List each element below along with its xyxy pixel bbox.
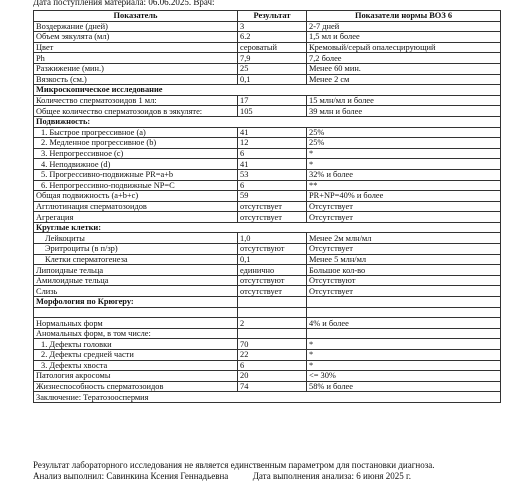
result-cell: 41 (238, 159, 307, 170)
table-header-row (34, 11, 501, 22)
result-cell: отсутствует (238, 286, 307, 297)
norm-cell: * (307, 350, 501, 361)
result-cell: 6 (238, 180, 307, 191)
norm-cell: * (307, 159, 501, 170)
section-heading: Морфология по Крюгеру: (34, 297, 238, 308)
parameter-cell: Нормальных форм (34, 318, 238, 329)
result-cell: отсутствуют (238, 244, 307, 255)
parameter-cell: Общее количество сперматозоидов в эякуляте: (34, 106, 238, 117)
parameter-cell: Разжижение (мин.) (34, 63, 238, 74)
norm-cell: <= 30% (307, 371, 501, 382)
norm-cell (307, 307, 501, 318)
result-cell: 74 (238, 381, 307, 392)
result-cell: 2 (238, 318, 307, 329)
norm-cell: * (307, 339, 501, 350)
parameter-cell: Объем эякулята (мл) (34, 32, 238, 43)
parameter-cell: 3. Дефекты хвоста (34, 360, 238, 371)
table-row (34, 371, 501, 382)
result-cell: отсутствуют (238, 275, 307, 286)
norm-cell: Кремовый/серый опалесцирующий (307, 42, 501, 53)
result-cell: 105 (238, 106, 307, 117)
norm-cell: 32% и более (307, 169, 501, 180)
result-cell: 0,1 (238, 254, 307, 265)
result-cell: 6.2 (238, 32, 307, 43)
result-cell: 3 (238, 21, 307, 32)
parameter-cell: Вязкость (см.) (34, 74, 238, 85)
table-row (34, 159, 501, 170)
table-row (34, 392, 501, 403)
parameter-cell: Цвет (34, 42, 238, 53)
norm-cell: PR+NP=40% и более (307, 191, 501, 202)
result-cell: единично (238, 265, 307, 276)
parameter-cell (34, 307, 238, 318)
parameter-cell: Жизнеспособность сперматозоидов (34, 381, 238, 392)
table-row (34, 32, 501, 43)
norm-cell: Менее 2 см (307, 74, 501, 85)
norm-cell: 1,5 мл и более (307, 32, 501, 43)
table-row (34, 21, 501, 32)
table-row (34, 63, 501, 74)
norm-cell: Отсутствует (307, 201, 501, 212)
table-row (34, 85, 501, 96)
table-row (34, 138, 501, 149)
table-row (34, 339, 501, 350)
parameter-cell: Общая подвижность (a+b+c) (34, 191, 238, 202)
parameter-cell: Клетки сперматогенеза (34, 254, 238, 265)
column-header-result: Результат (238, 11, 307, 22)
table-row (34, 286, 501, 297)
table-row (34, 254, 501, 265)
column-header-parameter: Показатель (34, 11, 238, 22)
table-row (34, 275, 501, 286)
table-row (34, 169, 501, 180)
table-row (34, 116, 501, 127)
parameter-cell: Амилоидные тельца (34, 275, 238, 286)
result-cell: 20 (238, 371, 307, 382)
norm-cell: 39 млн и более (307, 106, 501, 117)
norm-cell: Отсутствуют (307, 275, 501, 286)
norm-cell: Менее 2м млн/мл (307, 233, 501, 244)
disclaimer-text: Результат лабораторного исследования не является единственным параметром для постановки диагноза. (33, 460, 435, 470)
table-row (34, 42, 501, 53)
result-cell: 41 (238, 127, 307, 138)
parameter-cell: 2. Дефекты средней части (34, 350, 238, 361)
result-cell: отсутствует (238, 212, 307, 223)
table-row (34, 106, 501, 117)
table-row (34, 381, 501, 392)
norm-cell: 15 млн/мл и более (307, 95, 501, 106)
result-cell: 17 (238, 95, 307, 106)
parameter-cell: 2. Медленное прогрессивное (b) (34, 138, 238, 149)
section-heading: Микроскопическое исследование (34, 85, 501, 96)
table-row (34, 233, 501, 244)
parameter-cell: Липоидные тельца (34, 265, 238, 276)
semen-analysis-table (33, 10, 501, 403)
table-row (34, 350, 501, 361)
column-header-norm: Показатели нормы ВОЗ 6 (307, 11, 501, 22)
performed-by-text (33, 471, 411, 481)
norm-cell: * (307, 148, 501, 159)
table-row (34, 318, 501, 329)
table-body (34, 21, 501, 402)
table-row (34, 201, 501, 212)
result-cell (238, 307, 307, 318)
table-row (34, 180, 501, 191)
norm-cell: Менее 60 мин. (307, 63, 501, 74)
table-row (34, 74, 501, 85)
norm-cell: Большое кол-во (307, 265, 501, 276)
result-cell: 1,0 (238, 233, 307, 244)
result-cell: отсутствует (238, 201, 307, 212)
parameter-cell: Патология акросомы (34, 371, 238, 382)
parameter-cell: Слизь (34, 286, 238, 297)
table-row (34, 297, 501, 308)
table-row (34, 307, 501, 318)
parameter-cell: 5. Прогрессивно-подвижные PR=a+b (34, 169, 238, 180)
norm-cell: Отсутствует (307, 244, 501, 255)
norm-cell (307, 297, 501, 308)
parameter-cell: Агрегация (34, 212, 238, 223)
result-cell: 70 (238, 339, 307, 350)
table-row (34, 191, 501, 202)
table-row (34, 265, 501, 276)
result-cell: 22 (238, 350, 307, 361)
table-row (34, 244, 501, 255)
table-row (34, 95, 501, 106)
result-cell: 59 (238, 191, 307, 202)
performed-by-name: Анализ выполнил: Савинкина Ксения Геннадьевна (33, 471, 229, 481)
parameter-cell: Лейкоциты (34, 233, 238, 244)
intake-date-line: Дата поступления материала: 06.06.2025. Врач: (33, 0, 215, 7)
table-row (34, 212, 501, 223)
norm-cell: * (307, 360, 501, 371)
result-cell: 6 (238, 360, 307, 371)
analysis-date: Дата выполнения анализа: 6 июня 2025 г. (252, 471, 411, 481)
norm-cell: 7,2 более (307, 53, 501, 64)
norm-cell: 25% (307, 127, 501, 138)
parameter-cell: 3. Непрогрессивное (с) (34, 148, 238, 159)
table-row (34, 53, 501, 64)
table-row (34, 328, 501, 339)
parameter-cell: Агглютинация сперматозоидов (34, 201, 238, 212)
section-heading: Круглые клетки: (34, 222, 501, 233)
norm-cell: 4% и более (307, 318, 501, 329)
norm-cell: 2-7 дней (307, 21, 501, 32)
table-row (34, 222, 501, 233)
norm-cell: Отсутствует (307, 286, 501, 297)
norm-cell: 25% (307, 138, 501, 149)
parameter-cell: Аномальных форм, в том числе: (34, 328, 238, 339)
result-cell: сероватый (238, 42, 307, 53)
result-cell: 25 (238, 63, 307, 74)
table-row (34, 127, 501, 138)
parameter-cell: 6. Непрогрессивно-подвижные NP=C (34, 180, 238, 191)
table-row (34, 148, 501, 159)
norm-cell: 58% и более (307, 381, 501, 392)
norm-cell: ** (307, 180, 501, 191)
parameter-cell: Ph (34, 53, 238, 64)
conclusion-cell: Заключение: Тератозооспермия (34, 392, 501, 403)
parameter-cell: Воздержание (дней) (34, 21, 238, 32)
result-cell (238, 297, 307, 308)
section-heading: Подвижность: (34, 116, 501, 127)
parameter-cell: 1. Быстрое прогрессивное (а) (34, 127, 238, 138)
norm-cell (307, 328, 501, 339)
result-cell: 12 (238, 138, 307, 149)
parameter-cell: 1. Дефекты головки (34, 339, 238, 350)
parameter-cell: Эритроциты (в п/зр) (34, 244, 238, 255)
result-cell: 53 (238, 169, 307, 180)
result-cell: 7,9 (238, 53, 307, 64)
table-row (34, 360, 501, 371)
parameter-cell: Количество сперматозоидов 1 мл: (34, 95, 238, 106)
result-cell: 0,1 (238, 74, 307, 85)
result-cell: 6 (238, 148, 307, 159)
norm-cell: Отсутствует (307, 212, 501, 223)
norm-cell: Менее 5 млн/мл (307, 254, 501, 265)
parameter-cell: 4. Неподвижное (d) (34, 159, 238, 170)
result-cell (238, 328, 307, 339)
